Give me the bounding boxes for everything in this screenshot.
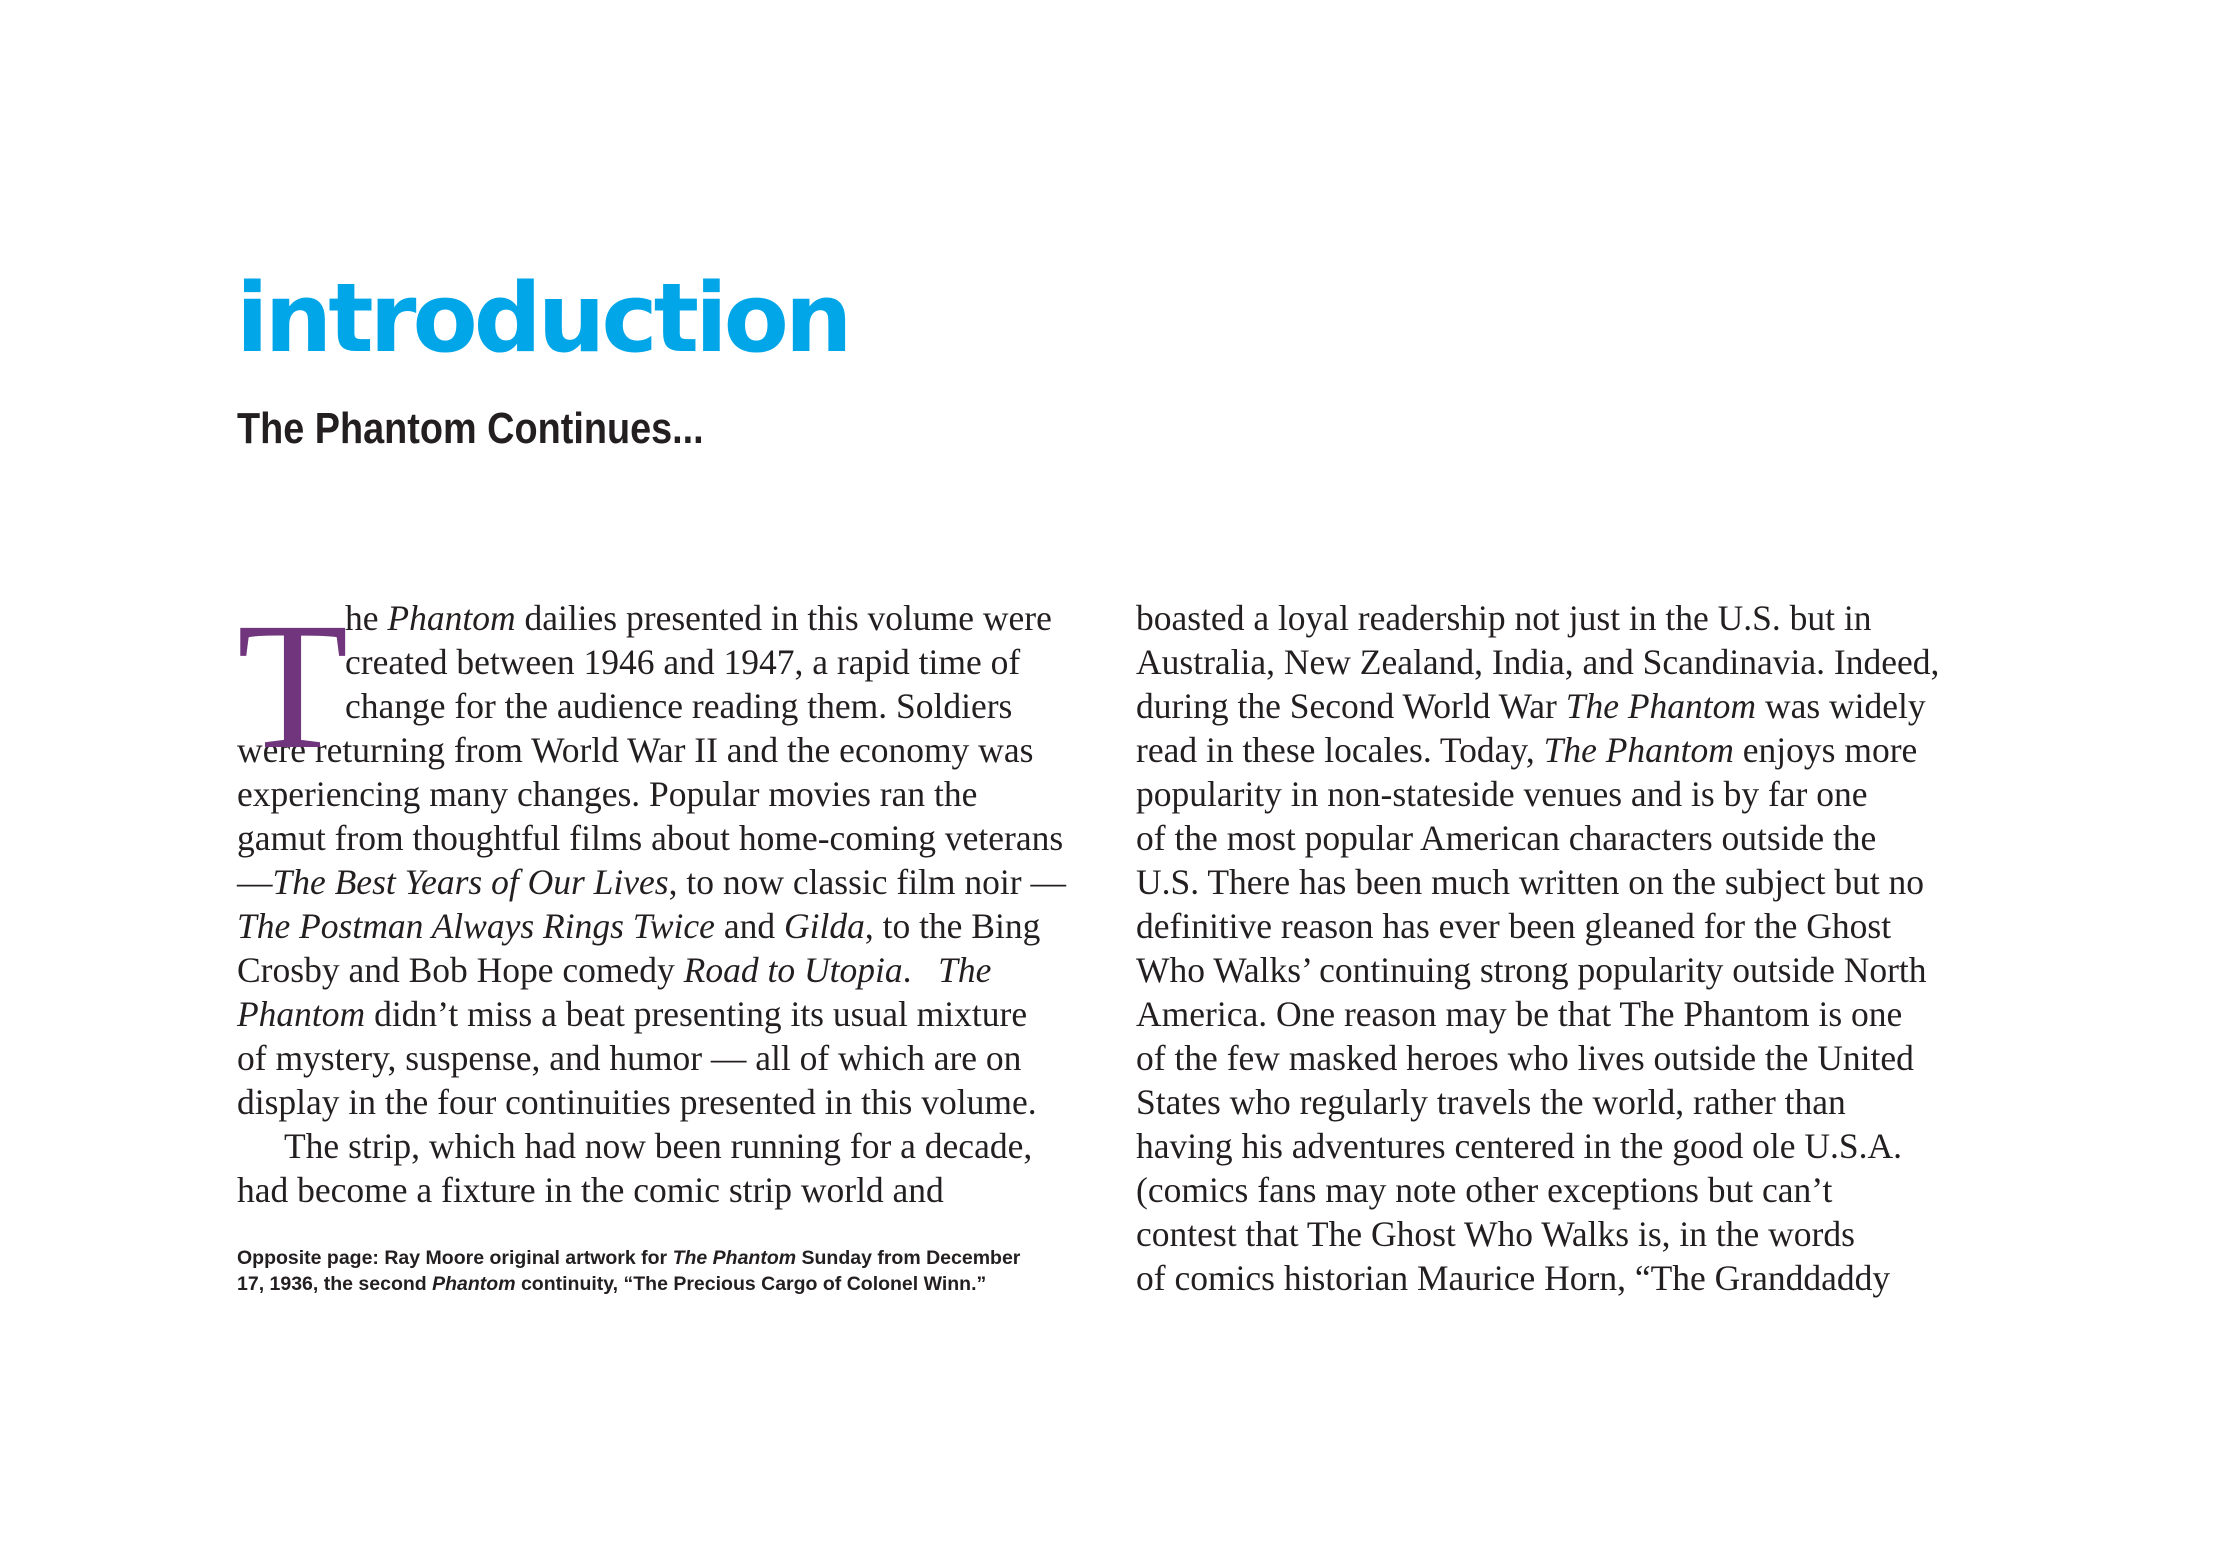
text-line: during the Second World War The Phantom was widely	[1136, 686, 1926, 726]
text-line: change for the audience reading them. Soldiers	[345, 686, 1013, 726]
caption-line: 17, 1936, the second Phantom continuity, “The Precious Cargo of Colonel Winn.”	[237, 1273, 987, 1295]
text-line: Phantom didn’t miss a beat presenting its usual mixture	[237, 994, 1028, 1034]
page-heading: introduction	[236, 264, 849, 374]
text-line: Crosby and Bob Hope comedy Road to Utopia. The	[237, 950, 992, 990]
text-line: experiencing many changes. Popular movies ran the	[237, 774, 978, 814]
text-line: of mystery, suspense, and humor — all of which are on	[237, 1038, 1022, 1078]
right-column	[1136, 596, 1996, 1300]
text-line: America. One reason may be that The Phantom is one	[1136, 994, 1903, 1034]
text-line: of comics historian Maurice Horn, “The Granddaddy	[1136, 1258, 1891, 1298]
text-line: Who Walks’ continuing strong popularity outside North	[1136, 950, 1927, 990]
text-line: gamut from thoughtful films about home-coming veterans	[237, 818, 1064, 858]
text-line: —The Best Years of Our Lives, to now classic film noir —	[237, 862, 1066, 902]
text-line: Australia, New Zealand, India, and Scandinavia. Indeed,	[1136, 642, 1940, 682]
text-line: having his adventures centered in the good ole U.S.A.	[1136, 1126, 1903, 1166]
text-line: The strip, which had now been running for a decade,	[284, 1126, 1033, 1166]
text-line: States who regularly travels the world, rather than	[1136, 1082, 1846, 1122]
text-line: had become a fixture in the comic strip world and	[237, 1170, 944, 1210]
text-line: boasted a loyal readership not just in the U.S. but in	[1136, 598, 1872, 638]
caption-line: Opposite page: Ray Moore original artwork for The Phantom Sunday from December	[237, 1247, 1021, 1269]
text-line: of the most popular American characters outside the	[1136, 818, 1877, 858]
drop-cap: T	[237, 586, 349, 787]
left-column	[237, 586, 1097, 1212]
text-line: display in the four continuities presented in this volume.	[237, 1082, 1037, 1122]
text-line: he Phantom dailies presented in this volume were	[345, 598, 1052, 638]
text-line: (comics fans may note other exceptions but can’t	[1136, 1170, 1833, 1210]
page-subheading: The Phantom Continues...	[237, 404, 704, 453]
text-line: created between 1946 and 1947, a rapid time of	[345, 642, 1021, 682]
text-line: The Postman Always Rings Twice and Gilda, to the Bing	[237, 906, 1041, 946]
image-caption	[237, 1245, 1117, 1297]
text-line: definitive reason has ever been gleaned for the Ghost	[1136, 906, 1892, 946]
text-line: U.S. There has been much written on the subject but no	[1136, 862, 1925, 902]
text-line: popularity in non-stateside venues and is by far one	[1136, 774, 1868, 814]
text-line: of the few masked heroes who lives outside the United	[1136, 1038, 1914, 1078]
text-line: were returning from World War II and the economy was	[237, 730, 1034, 770]
text-line: contest that The Ghost Who Walks is, in the words	[1136, 1214, 1855, 1254]
text-line: read in these locales. Today, The Phantom enjoys more	[1136, 730, 1918, 770]
